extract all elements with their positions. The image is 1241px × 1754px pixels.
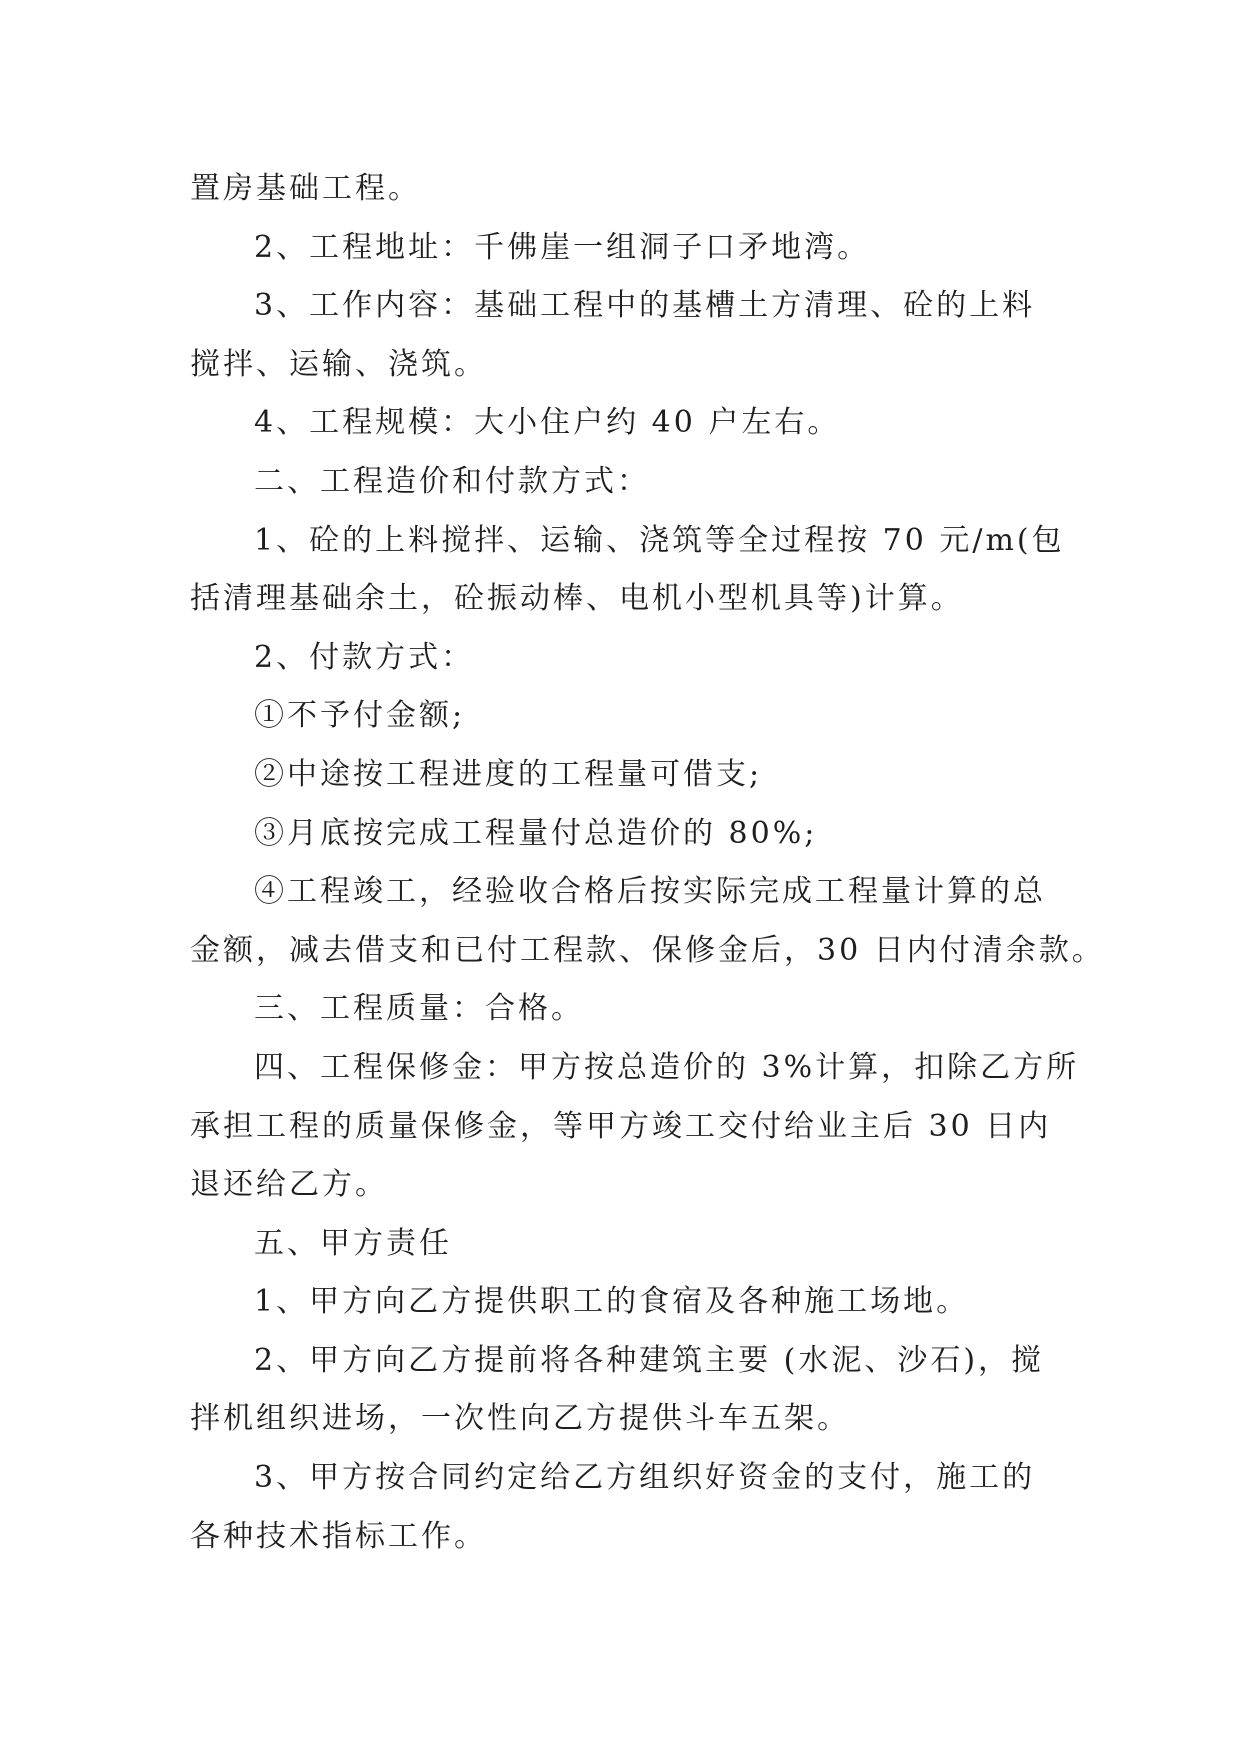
text-line: 3、工作内容：基础工程中的基槽土方清理、砼的上料 [254,288,1036,324]
section-heading: 二、工程造价和付款方式： [254,463,650,499]
text-line: 2、付款方式： [254,639,475,675]
section-heading: 四、工程保修金：甲方按总造价的 3%计算，扣除乙方所 [254,1049,1080,1085]
section-heading: 五、甲方责任 [254,1225,452,1261]
text-line: 拌机组织进场，一次性向乙方提供斗车五架。 [190,1401,850,1437]
list-item: ②中途按工程进度的工程量可借支; [254,756,763,792]
text-line: 括清理基础余土，砼振动棒、电机小型机具等)计算。 [190,581,964,617]
text-line: 退还给乙方。 [190,1167,388,1203]
list-item: ④工程竣工，经验收合格后按实际完成工程量计算的总 [254,874,1046,910]
text-line: 1、砼的上料搅拌、运输、浇筑等全过程按 70 元/m(包 [254,522,1065,558]
text-line: 金额，减去借支和已付工程款、保修金后，30 日内付清余款。 [190,932,1105,968]
text-line: 2、工程地址：千佛崖一组洞子口矛地湾。 [254,229,871,265]
text-line: 3、甲方按合同约定给乙方组织好资金的支付，施工的 [254,1460,1036,1496]
text-line: 各种技术指标工作。 [190,1518,487,1554]
text-line: 置房基础工程。 [190,171,421,206]
document-body [190,160,1105,1566]
text-line: 2、甲方向乙方提前将各种建筑主要 (水泥、沙石)，搅 [254,1342,1045,1378]
list-item: ①不予付金额; [254,698,466,734]
text-line: 承担工程的质量保修金，等甲方竣工交付给业主后 30 日内 [190,1108,1052,1144]
section-heading: 三、工程质量：合格。 [254,991,584,1027]
text-line: 1、甲方向乙方提供职工的食宿及各种施工场地。 [254,1284,970,1320]
text-line: 搅拌、运输、浇筑。 [190,346,487,382]
text-line: 4、工程规模：大小住户约 40 户左右。 [254,405,841,441]
list-item: ③月底按完成工程量付总造价的 80%; [254,815,818,851]
